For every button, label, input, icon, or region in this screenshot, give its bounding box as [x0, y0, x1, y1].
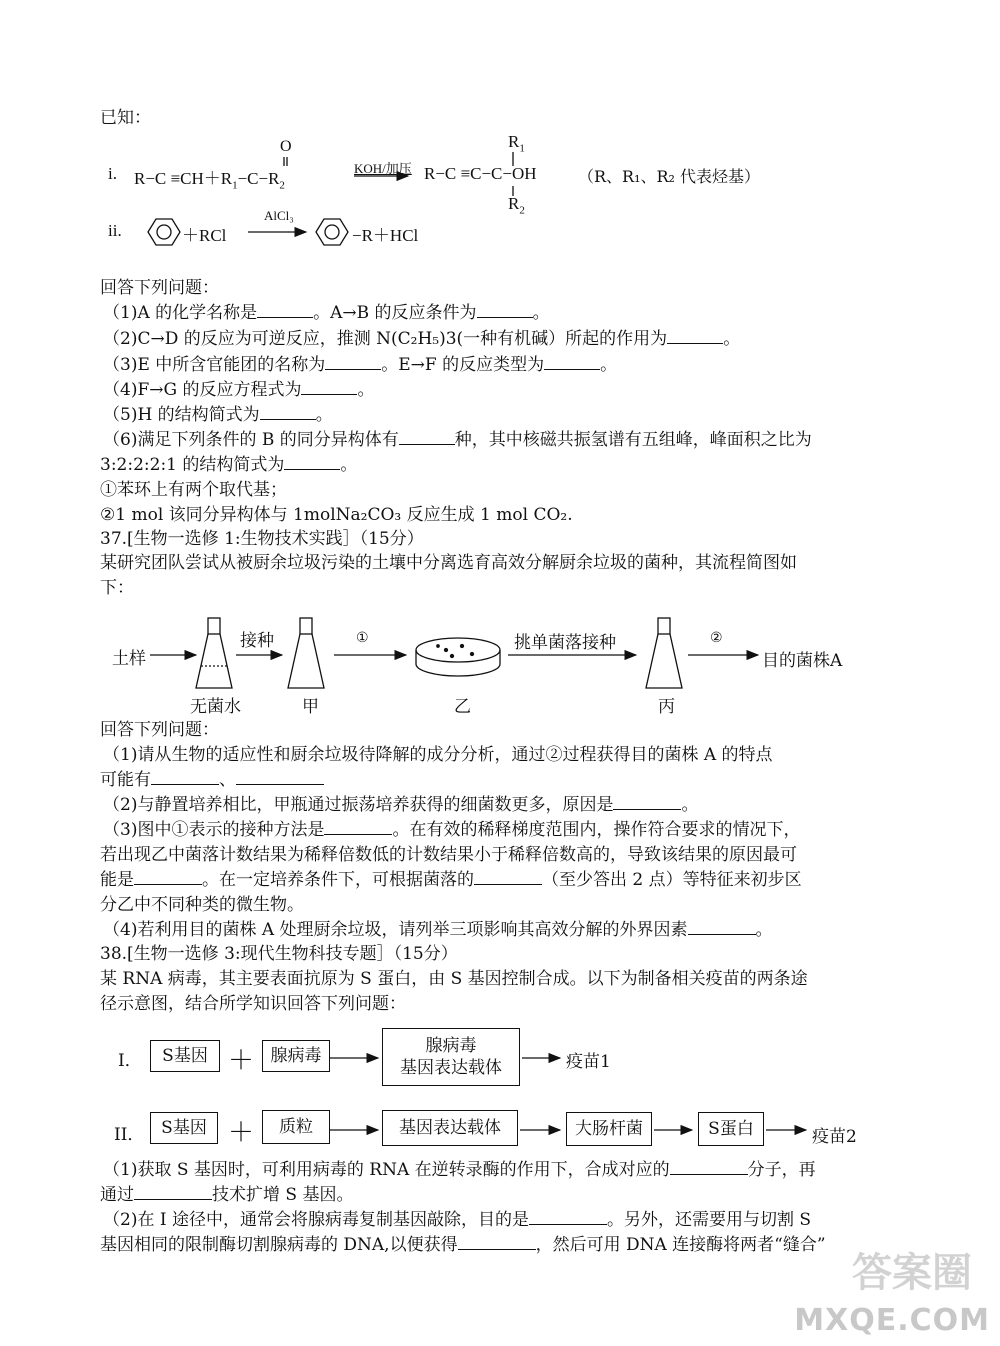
- label-step-1: ①: [356, 630, 369, 646]
- q38-2: （2)在 I 途径中，通常会将腺病毒复制基因敲除，目的是 。另外，还需要用与切割 S: [103, 1210, 812, 1230]
- answer-blank[interactable]: [134, 868, 202, 885]
- q38-stem-1: 某 RNA 病毒，其主要表面抗原为 S 蛋白，由 S 基因控制合成。以下为制备相关疫苗的两条途: [100, 969, 808, 989]
- q37-1-cont: 可能有 、: [100, 768, 324, 792]
- answer-blank[interactable]: [529, 1208, 607, 1225]
- q37-3: （3)图中①表示的接种方法是 。在有效的稀释梯度范围内，操作符合要求的情况下，: [103, 820, 801, 840]
- label-sterile-water: 无菌水: [190, 697, 241, 717]
- q36-1: （1)A 的化学名称是 。A→B 的反应条件为 。: [103, 303, 550, 323]
- r1-group: $R_1$: [508, 132, 525, 155]
- q38-stem-2: 径示意图，结合所学知识回答下列问题：: [100, 994, 406, 1014]
- reaction-i-lhs: $R-C \equiv CH+R_1-C-R_2$: [134, 169, 285, 192]
- label-pick-colony: 挑单菌落接种: [514, 633, 616, 653]
- label-soil: 土样: [112, 649, 146, 669]
- answer-blank[interactable]: [688, 918, 756, 935]
- answer-blank[interactable]: [670, 1158, 748, 1175]
- label-vaccine-1: 疫苗1: [566, 1052, 611, 1072]
- label-dish-yi: 乙: [454, 697, 471, 717]
- reaction-ii-number: ii.: [108, 221, 122, 240]
- reaction-i-number: i.: [108, 164, 117, 183]
- label-flask-jia: 甲: [302, 697, 319, 717]
- path-1-number: I．: [118, 1051, 142, 1071]
- carbonyl-oxygen: O: [280, 138, 292, 155]
- q36-cond2: ②1 mol 该同分异构体与 1molNa₂CO₃ 反应生成 1 mol CO₂.: [100, 505, 573, 525]
- label-target-strain: 目的菌株A: [762, 651, 843, 671]
- q36-3: （3)E 中所含官能团的名称为 。E→F 的反应类型为 。: [103, 355, 618, 375]
- q36-6: （6)满足下列条件的 B 的同分异构体有 种，其中核磁共振氢谱有五组峰，峰面积之比为: [103, 430, 812, 450]
- reaction-i-note: （R、R₁、R₂ 代表烃基）: [578, 167, 761, 186]
- box-s-protein: S蛋白: [698, 1112, 764, 1146]
- reaction-i-condition: KOH/加压: [354, 161, 412, 176]
- plus-sign: ＋: [228, 1046, 255, 1076]
- path-2-number: II．: [114, 1125, 145, 1145]
- label-step-2: ②: [710, 630, 723, 646]
- watermark-logo: 答案圈: [852, 1250, 972, 1296]
- answer-blank[interactable]: [324, 818, 392, 835]
- box-expression-vector: 基因表达载体: [382, 1110, 518, 1146]
- benzene-ring-icon: [316, 219, 348, 245]
- label-flask-bing: 丙: [658, 697, 675, 717]
- box-adenovirus-vector: 腺病毒 基因表达载体: [382, 1028, 520, 1086]
- q36-4: （4)F→G 的反应方程式为 。: [103, 380, 375, 400]
- known-label: 已知：: [100, 108, 151, 128]
- flask-bing-icon: [646, 618, 682, 688]
- q37-title: 37.[生物一选修 1:生物技术实践］（15分）: [100, 529, 424, 549]
- q37-stem-1: 某研究团队尝试从被厨余垃圾污染的土壤中分离选育高效分解厨余垃圾的菌种，其流程简图如: [100, 553, 797, 573]
- q37-3-cont2: 能是 。在一定培养条件下，可根据菌落的 （至少答出 2 点）等特征来初步区: [100, 870, 802, 890]
- benzene-ring-icon: [148, 219, 180, 245]
- answer-blank[interactable]: [151, 768, 219, 785]
- answer-blank[interactable]: [474, 868, 542, 885]
- answer-blank[interactable]: [236, 768, 324, 785]
- flask-sterile-water-icon: [196, 618, 232, 688]
- plus-sign-2: ＋: [228, 1118, 255, 1148]
- box-adenovirus: 腺病毒: [262, 1040, 330, 1072]
- q38-2-cont: 基因相同的限制酶切割腺病毒的 DNA,以便获得 ，然后可用 DNA 连接酶将两者“缝合”: [100, 1235, 826, 1255]
- label-vaccine-2: 疫苗2: [812, 1127, 857, 1147]
- q36-cond1: ①苯环上有两个取代基；: [100, 480, 287, 500]
- reaction-ii-structure: [148, 219, 348, 245]
- q38-1-cont: 通过 技术扩增 S 基因。: [100, 1185, 354, 1205]
- box-plasmid: 质粒: [262, 1110, 330, 1144]
- q37-3-cont: 若出现乙中菌落计数结果为稀释倍数低的计数结果小于稀释倍数高的，导致该结果的原因最可: [100, 845, 797, 865]
- answer-blank[interactable]: [458, 1233, 536, 1250]
- q37-2: （2)与静置培养相比，甲瓶通过振荡培养获得的细菌数更多，原因是 。: [103, 795, 699, 815]
- q36-2: （2)C→D 的反应为可逆反应，推测 N(C₂H₅)3(一种有机碱）所起的作用为 。: [103, 329, 741, 349]
- flask-jia-icon: [288, 618, 324, 688]
- q38-title: 38.[生物一选修 3:现代生物科技专题］（15分）: [100, 944, 458, 964]
- reaction-ii-condition: AlCl₃: [264, 208, 294, 223]
- q37-stem-2: 下：: [100, 578, 134, 598]
- reaction-ii-rcl: ＋RCl: [182, 226, 227, 245]
- q37-4: （4)若利用目的菌株 A 处理厨余垃圾，请列举三项影响其高效分解的外界因素 。: [103, 920, 773, 940]
- q37-3-cont3: 分乙中不同种类的微生物。: [100, 895, 304, 915]
- q36-5: （5)H 的结构简式为 。: [103, 405, 333, 425]
- petri-dish-icon: [416, 638, 500, 676]
- box-s-gene-2: S基因: [150, 1112, 218, 1144]
- r2-group: $R_2$: [508, 194, 525, 217]
- q37-1: （1)请从生物的适应性和厨余垃圾待降解的成分分析，通过②过程获得目的菌株 A 的特点: [103, 745, 773, 765]
- label-inoculate: 接种: [240, 631, 274, 651]
- q37-intro: 回答下列问题：: [100, 720, 219, 740]
- watermark-url: MXQE.COM: [794, 1303, 990, 1338]
- reaction-i-rhs: R−C ≡C−C−OH: [424, 164, 537, 183]
- box-e-coli: 大肠杆菌: [566, 1112, 652, 1146]
- q36-6-cont: 3:2:2:2:1 的结构简式为 。: [100, 455, 358, 475]
- answer-blank[interactable]: [134, 1183, 212, 1200]
- answer-blank[interactable]: [613, 793, 681, 810]
- q36-intro: 回答下列问题：: [100, 278, 219, 298]
- q38-1: （1)获取 S 基因时，可利用病毒的 RNA 在逆转录酶的作用下，合成对应的 分子，再: [103, 1160, 816, 1180]
- reaction-ii-product: −R＋HCl: [352, 226, 419, 245]
- reaction-i-structure: [284, 152, 513, 196]
- box-s-gene: S基因: [150, 1040, 220, 1072]
